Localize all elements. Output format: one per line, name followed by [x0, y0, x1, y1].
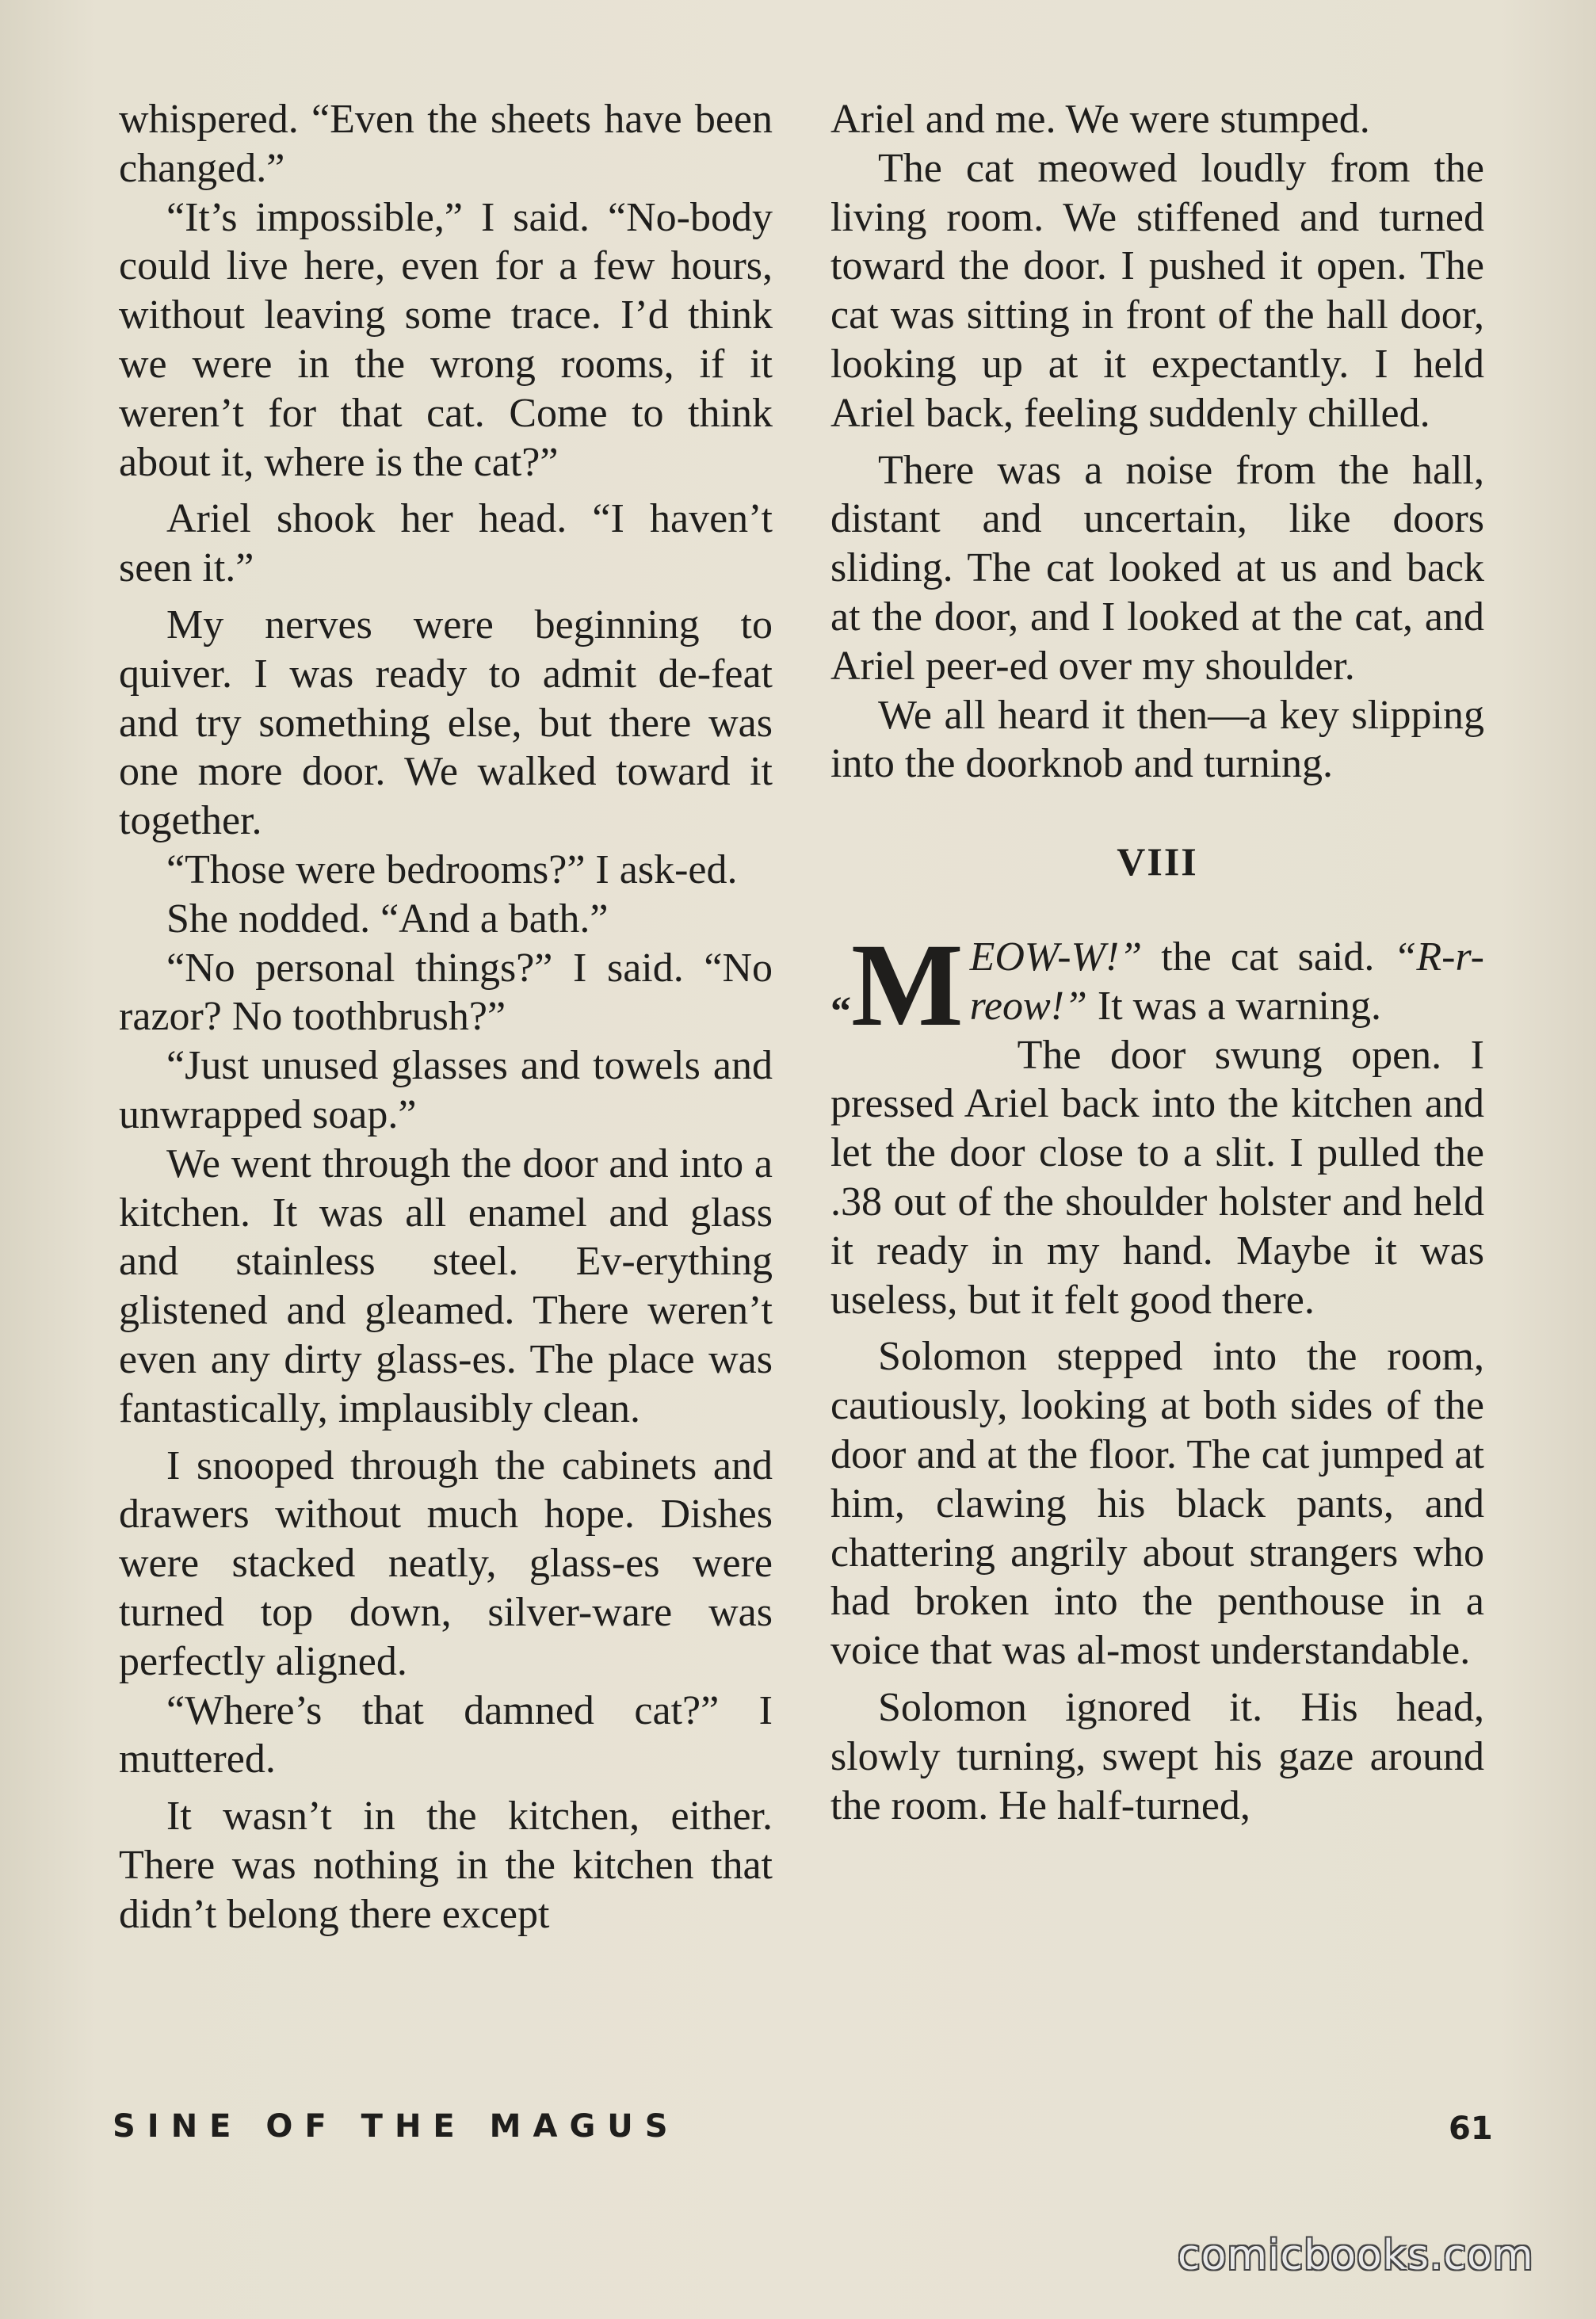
- paragraph: “It’s impossible,” I said. “No-body could live here, even for a few hours, without leaving some trace. I’d think we were in the wrong rooms, if it weren’t for that cat. Come to think about it, where is the cat?”: [119, 194, 773, 485]
- cat-sound-1: EOW-W!”: [969, 934, 1143, 980]
- paragraph: She nodded. “And a bath.”: [166, 896, 609, 942]
- drop-cap-letter: M: [851, 919, 964, 1051]
- paragraph: We went through the door and into a kitchen. It was all enamel and glass and stainless steel. Ev-erything glistened and gleamed. There weren’t even any dirty glass-es. The place was fantastically, implausibly clean.: [119, 1140, 773, 1431]
- paragraph: There was a noise from the hall, distant and uncertain, like doors sliding. The cat looked at us and back at the door, and I looked at the cat, and Ariel peer-ed over my shoulder.: [830, 447, 1484, 689]
- paragraph: We all heard it then—a key slipping into the doorknob and turning.: [830, 692, 1484, 787]
- paragraph: Ariel and me. We were stumped.: [830, 97, 1370, 142]
- paragraph: My nerves were beginning to quiver. I was ready to admit de-feat and try something else, but there was one more door. We walked toward it together.: [119, 602, 773, 844]
- right-text-column: [830, 95, 1484, 1830]
- watermark: comicbooks.com: [1178, 2232, 1534, 2279]
- cat-sound-2: “R-r-reow!”: [969, 934, 1484, 1029]
- chapter-heading: VIII: [1117, 839, 1198, 884]
- paragraph: whispered. “Even the sheets have been changed.”: [119, 97, 773, 191]
- running-footer-title: SINE OF THE MAGUS: [113, 2108, 680, 2145]
- left-text-column: [119, 95, 773, 1939]
- paragraph: Solomon stepped into the room, cautiously, looking at both sides of the door and at the floor. The cat jumped at him, clawing his black pants, and chattering angrily about strangers who had broken into the penthouse in a voice that was al-most understandable.: [830, 1334, 1484, 1674]
- paragraph: Ariel shook her head. “I haven’t seen it.”: [119, 496, 773, 591]
- paragraph: Solomon ignored it. His head, slowly turning, swept his gaze around the room. He half-turned,: [830, 1684, 1484, 1828]
- paragraph: “No personal things?” I said. “No razor? No toothbrush?”: [119, 945, 773, 1040]
- drop-cap-open-quote: “: [830, 988, 851, 1034]
- drop-text-2: It was a warning.: [1086, 983, 1381, 1029]
- paragraph: The cat meowed loudly from the living room. We stiffened and turned toward the door. I pushed it open. The cat was sitting in front of the hall door, looking up at it expectantly. I held Ariel back, feeling suddenly chilled.: [830, 145, 1484, 436]
- drop-text-1: the cat said.: [1142, 934, 1394, 980]
- paragraph: “Just unused glasses and towels and unwrapped soap.”: [119, 1043, 773, 1137]
- paragraph: “Where’s that damned cat?” I muttered.: [119, 1687, 773, 1782]
- paragraph: The door swung open. I pressed Ariel back into the kitchen and let the door close to a slit. I pulled the .38 out of the shoulder holster and held it ready in my hand. Maybe it was useless, but it felt good there.: [830, 1032, 1484, 1323]
- paragraph: “Those were bedrooms?” I ask-ed.: [166, 846, 738, 892]
- page-number: 61: [1449, 2111, 1493, 2147]
- paragraph: It wasn’t in the kitchen, either. There was nothing in the kitchen that didn’t belong there except: [119, 1794, 773, 1937]
- drop-cap: [830, 919, 964, 1056]
- paragraph: I snooped through the cabinets and drawers without much hope. Dishes were stacked neatly, glass-es were turned top down, silver-ware was perfectly aligned.: [119, 1442, 773, 1684]
- drop-cap-paragraph: [830, 919, 1484, 1051]
